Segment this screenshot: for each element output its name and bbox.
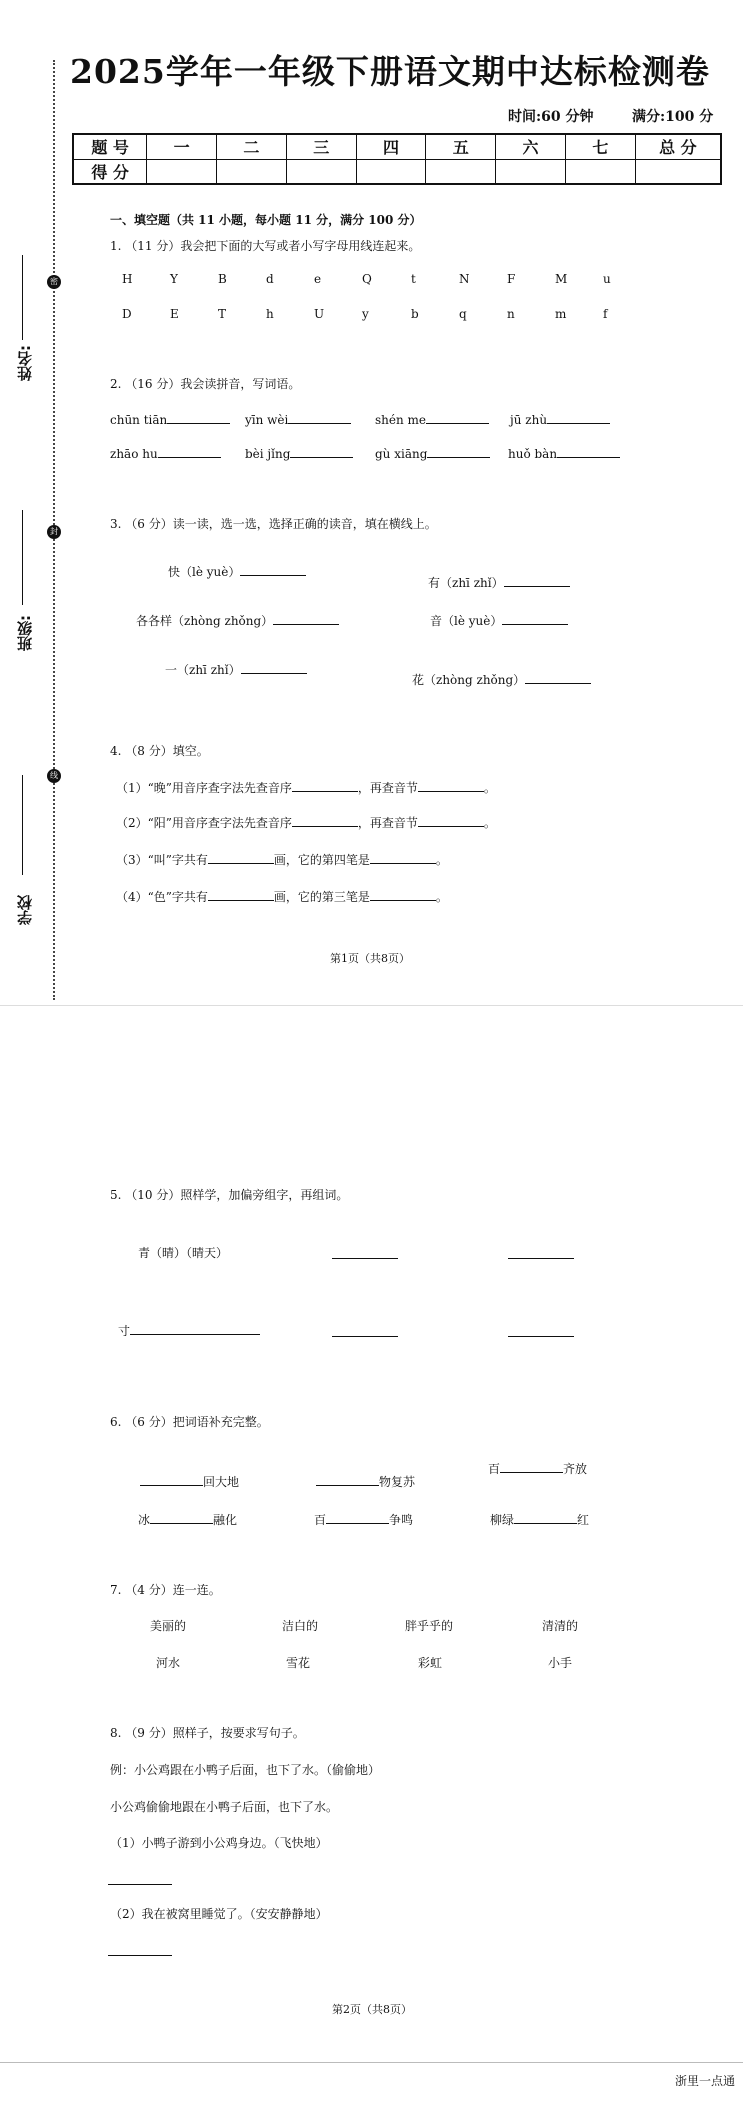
- q2-pinyin: yīn wèi: [245, 413, 289, 427]
- q7-word-bottom[interactable]: 河水: [156, 1656, 181, 1670]
- q8-item-1: （1）小鸭子游到小公鸡身边。（飞快地）: [110, 1836, 328, 1850]
- q6-text: 柳绿: [490, 1513, 515, 1527]
- q3-answer-blank[interactable]: [241, 662, 307, 674]
- score-input-cell[interactable]: [147, 159, 217, 184]
- q1-letter: E: [170, 307, 179, 321]
- class-label: 班级:: [16, 615, 34, 651]
- q1-letter: Q: [362, 272, 372, 286]
- q2-pinyin: zhāo hu: [110, 447, 158, 461]
- score-input-cell[interactable]: [565, 159, 635, 184]
- q5-answer-blank[interactable]: [130, 1323, 260, 1335]
- score-input-cell[interactable]: [356, 159, 426, 184]
- q1-letter: D: [122, 307, 132, 321]
- score-cell: 一: [147, 134, 217, 159]
- q7-word-top[interactable]: 胖乎乎的: [405, 1619, 454, 1633]
- q2-answer-blank[interactable]: [158, 446, 221, 458]
- q2-pinyin: chūn tiān: [110, 413, 168, 427]
- q2-answer-blank[interactable]: [427, 446, 490, 458]
- q6-text: 齐放: [563, 1462, 588, 1476]
- q4-line-4: [116, 888, 448, 905]
- q6-text: 百: [488, 1462, 501, 1476]
- score-table-score-row: [73, 159, 721, 184]
- q2-answer-blank[interactable]: [167, 412, 230, 424]
- q6-text: 回大地: [203, 1475, 240, 1489]
- q4-answer-blank[interactable]: [370, 852, 436, 864]
- q3-answer-blank[interactable]: [502, 613, 568, 625]
- q5-answer-blank[interactable]: [508, 1247, 574, 1259]
- q1-letter: H: [122, 272, 133, 286]
- q6-item: [490, 1511, 589, 1528]
- q7-word-bottom[interactable]: 小手: [548, 1656, 573, 1670]
- q4-text: ，再查音节: [357, 781, 418, 795]
- q3-word: 快（lè yuè）: [168, 565, 241, 579]
- score-input-cell[interactable]: [496, 159, 566, 184]
- score-cell: 七: [565, 134, 635, 159]
- bottom-divider: [0, 2062, 743, 2063]
- q6-text: 红: [577, 1513, 590, 1527]
- q2-item: [375, 412, 489, 427]
- score-cell: 二: [217, 134, 287, 159]
- q4-answer-blank[interactable]: [418, 780, 484, 792]
- seal-circle-icon: 封: [47, 525, 61, 539]
- seal-circle-icon: 线: [47, 769, 61, 783]
- seal-circle-icon: 密: [47, 275, 61, 289]
- q1-letter: m: [555, 307, 567, 321]
- q1-letter: q: [459, 307, 467, 321]
- q4-answer-blank[interactable]: [208, 889, 274, 901]
- page-1: [0, 0, 743, 1005]
- q1-letter: M: [555, 272, 568, 286]
- q1-letter: t: [411, 272, 416, 286]
- score-input-cell[interactable]: [217, 159, 287, 184]
- q2-answer-blank[interactable]: [547, 412, 610, 424]
- q6-answer-blank[interactable]: [500, 1461, 563, 1473]
- score-cell: 四: [356, 134, 426, 159]
- q4-text: 。: [483, 816, 496, 830]
- q5-answer-blank[interactable]: [332, 1325, 398, 1337]
- q1-letter: e: [314, 272, 322, 286]
- q6-text: 百: [314, 1513, 327, 1527]
- q7-word-bottom[interactable]: 雪花: [286, 1656, 311, 1670]
- q1-letter: d: [266, 272, 274, 286]
- q5-example: 青（晴）（晴天）: [138, 1246, 229, 1260]
- q7-word-bottom[interactable]: 彩虹: [418, 1656, 443, 1670]
- score-cell: 总 分: [635, 134, 721, 159]
- page-2-number: 第2页（共8页）: [332, 2003, 412, 2016]
- source-signature: 浙里一点通: [674, 2074, 735, 2088]
- q4-text: ，再查音节: [357, 816, 418, 830]
- q3-word: 一（zhī zhǐ）: [165, 663, 241, 677]
- school-write-line: [22, 775, 23, 875]
- q4-line-2: [116, 814, 496, 831]
- q6-text: 物复苏: [379, 1475, 416, 1489]
- q6-text: 融化: [213, 1513, 238, 1527]
- score-table: [72, 133, 722, 185]
- q6-item: [488, 1460, 587, 1477]
- q1-letter: b: [411, 307, 419, 321]
- q8-example-answer: 小公鸡偷偷地跟在小鸭子后面，也下了水。: [110, 1800, 339, 1814]
- q3-answer-blank[interactable]: [273, 613, 339, 625]
- q8-answer-blank[interactable]: [108, 1944, 172, 1956]
- q4-answer-blank[interactable]: [292, 780, 358, 792]
- q1-letter: N: [459, 272, 470, 286]
- q7-word-top[interactable]: 清清的: [542, 1619, 579, 1633]
- q1-letter: U: [314, 307, 325, 321]
- q4-text: （2）“阳”用音序查字法先查音序: [116, 816, 292, 830]
- q4-text: 。: [435, 890, 448, 904]
- q4-text: （1）“晚”用音序查字法先查音序: [116, 781, 292, 795]
- section-1-heading: 一、填空题（共 11 小题，每小题 11 分，满分 100 分）: [110, 213, 422, 227]
- q3-word: 有（zhī zhǐ）: [428, 576, 504, 590]
- q2-item: [510, 412, 610, 427]
- score-cell: 六: [496, 134, 566, 159]
- exam-title: 2025学年一年级下册语文期中达标检测卷: [70, 52, 710, 91]
- score-input-cell[interactable]: [635, 159, 721, 184]
- q7-word-top[interactable]: 洁白的: [282, 1619, 319, 1633]
- q6-item: [316, 1473, 415, 1490]
- q4-text: （3）“叫”字共有: [116, 853, 208, 867]
- class-write-line: [22, 510, 23, 605]
- q2-item: [375, 446, 490, 461]
- q2-pinyin: huǒ bàn: [508, 447, 558, 461]
- q2-answer-blank[interactable]: [288, 412, 351, 424]
- q2-item: [110, 446, 221, 461]
- q6-answer-blank[interactable]: [150, 1512, 213, 1524]
- q1-letter: u: [603, 272, 611, 286]
- q3-item: [430, 612, 568, 629]
- q2-item: [110, 412, 230, 427]
- q5-answer-blank[interactable]: [508, 1325, 574, 1337]
- q8-title: 8. （9 分）照样子，按要求写句子。: [110, 1726, 305, 1740]
- exam-time: 时间:60 分钟: [508, 109, 594, 125]
- q3-word: 花（zhòng zhǒng）: [412, 673, 526, 687]
- q2-pinyin: bèi jǐng: [245, 447, 291, 461]
- score-row-label: 得 分: [73, 159, 147, 184]
- q8-answer-blank[interactable]: [108, 1873, 172, 1885]
- q4-answer-blank[interactable]: [418, 815, 484, 827]
- q6-item: [138, 1511, 237, 1528]
- q2-pinyin: shén me: [375, 413, 427, 427]
- q1-letter: Y: [170, 272, 178, 286]
- q5-radical: 寸: [118, 1324, 131, 1338]
- q3-item: [165, 661, 307, 678]
- score-cell: 三: [286, 134, 356, 159]
- q8-item-2: （2）我在被窝里睡觉了。（安安静静地）: [110, 1907, 328, 1921]
- q5-answer-blank[interactable]: [332, 1247, 398, 1259]
- page-1-number: 第1页（共8页）: [330, 952, 410, 965]
- q6-text: 争鸣: [389, 1513, 414, 1527]
- q2-answer-blank[interactable]: [557, 446, 620, 458]
- q2-item: [245, 412, 351, 427]
- q1-letter: F: [507, 272, 516, 286]
- name-write-line: [22, 255, 23, 340]
- q6-answer-blank[interactable]: [140, 1474, 203, 1486]
- q6-answer-blank[interactable]: [316, 1474, 379, 1486]
- q3-word: 音（lè yuè）: [430, 614, 503, 628]
- q2-item: [508, 446, 620, 461]
- q5-item: [118, 1322, 260, 1339]
- q3-item: [412, 671, 591, 688]
- q1-title: 1. （11 分）我会把下面的大写或者小写字母用线连起来。: [110, 239, 421, 253]
- score-input-cell[interactable]: [426, 159, 496, 184]
- q4-text: （4）“色”字共有: [116, 890, 208, 904]
- q1-letter: n: [507, 307, 515, 321]
- q3-title: 3. （6 分）读一读，选一选，选择正确的读音，填在横线上。: [110, 517, 437, 531]
- q2-answer-blank[interactable]: [426, 412, 489, 424]
- q3-word: 各各样（zhòng zhǒng）: [136, 614, 274, 628]
- q4-text: 。: [435, 853, 448, 867]
- q2-pinyin: jū zhù: [510, 413, 548, 427]
- score-input-cell[interactable]: [286, 159, 356, 184]
- q4-answer-blank[interactable]: [370, 889, 436, 901]
- q4-text: 画，它的第三笔是: [273, 890, 370, 904]
- q4-answer-blank[interactable]: [208, 852, 274, 864]
- q3-answer-blank[interactable]: [525, 672, 591, 684]
- q3-item: [136, 612, 339, 629]
- q4-title: 4. （8 分）填空。: [110, 744, 209, 758]
- q7-title: 7. （4 分）连一连。: [110, 1583, 221, 1597]
- q6-text: 冰: [138, 1513, 151, 1527]
- q6-item: [140, 1473, 239, 1490]
- page-separator: [0, 1005, 743, 1006]
- q8-example: 例：小公鸡跟在小鸭子后面，也下了水。（偷偷地）: [110, 1763, 381, 1777]
- school-label: 学校: [16, 895, 34, 925]
- q7-word-top[interactable]: 美丽的: [150, 1619, 187, 1633]
- q6-item: [314, 1511, 413, 1528]
- q1-letter: T: [218, 307, 227, 321]
- q1-letter: y: [362, 307, 369, 321]
- q5-title: 5. （10 分）照样学，加偏旁组字，再组词。: [110, 1188, 349, 1202]
- exam-total-score: 满分:100 分: [632, 109, 714, 125]
- score-cell: 题 号: [73, 134, 147, 159]
- q6-answer-blank[interactable]: [326, 1512, 389, 1524]
- q4-line-1: [116, 779, 496, 796]
- name-label: 姓名:: [16, 345, 34, 381]
- score-cell: 五: [426, 134, 496, 159]
- q6-answer-blank[interactable]: [514, 1512, 577, 1524]
- score-table-header-row: [73, 134, 721, 159]
- q1-letter: B: [218, 272, 227, 286]
- q2-pinyin: gù xiāng: [375, 447, 428, 461]
- q2-title: 2. （16 分）我会读拼音，写词语。: [110, 377, 301, 391]
- q4-text: 。: [483, 781, 496, 795]
- q1-letter: h: [266, 307, 274, 321]
- q3-item: [168, 563, 306, 580]
- q4-text: 画，它的第四笔是: [273, 853, 370, 867]
- q6-title: 6. （6 分）把词语补充完整。: [110, 1415, 269, 1429]
- q3-answer-blank[interactable]: [504, 575, 570, 587]
- q4-line-3: [116, 851, 448, 868]
- q4-answer-blank[interactable]: [292, 815, 358, 827]
- q3-answer-blank[interactable]: [240, 564, 306, 576]
- q1-letter: f: [603, 307, 608, 321]
- q2-item: [245, 446, 353, 461]
- q3-item: [428, 574, 570, 591]
- q2-answer-blank[interactable]: [290, 446, 353, 458]
